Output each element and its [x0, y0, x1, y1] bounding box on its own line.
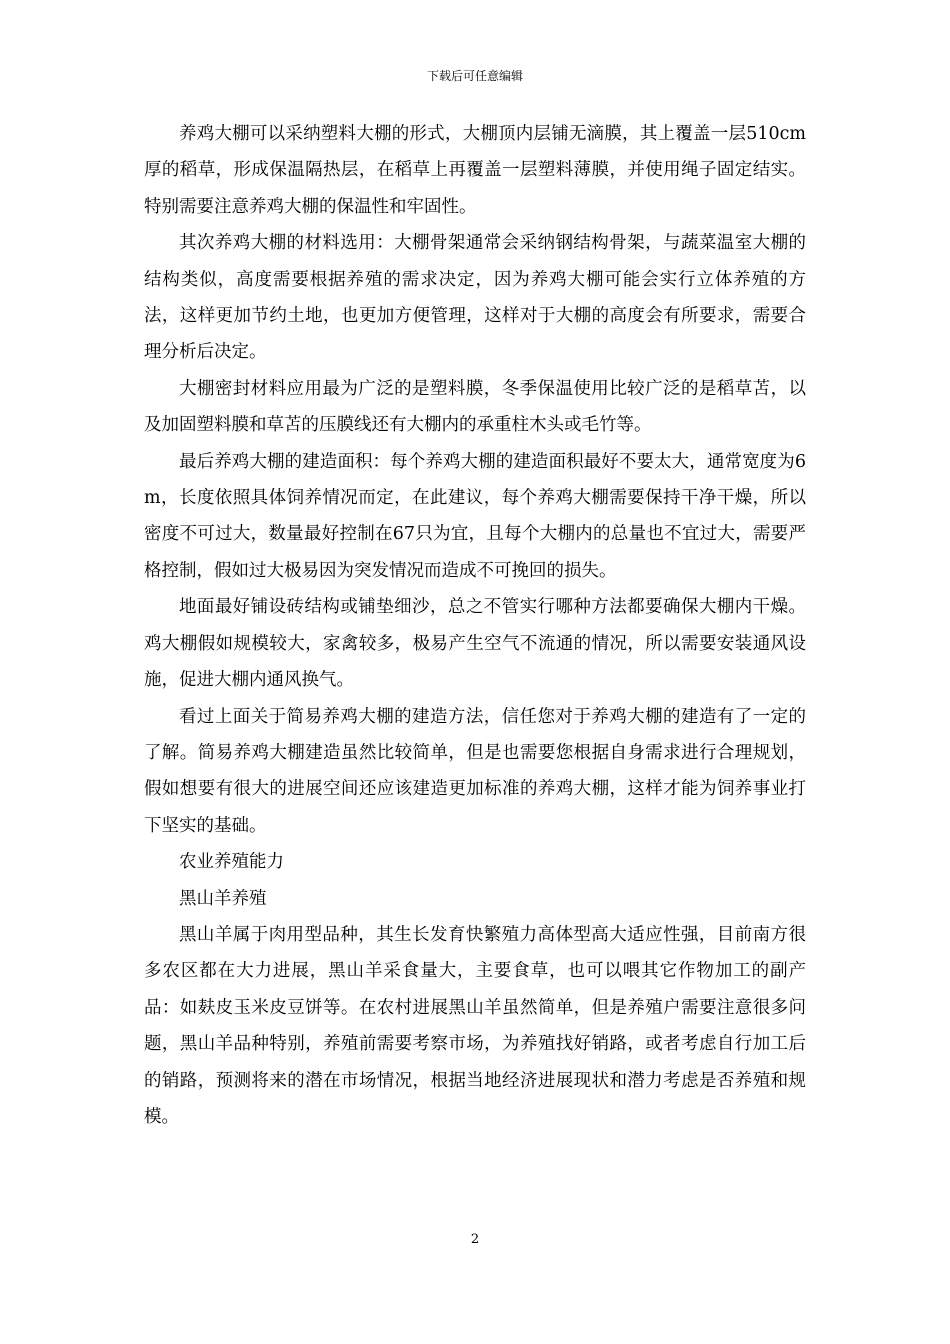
page-header: 下载后可任意编辑 — [426, 69, 523, 83]
page-number: 2 — [470, 1232, 480, 1247]
section-heading-farming: 农业养殖能力 — [179, 852, 284, 873]
paragraph-area: 最后养鸡大棚的建造面积：每个养鸡大棚的建造面积最好不要太大，通常宽度为6m，长度依照具体饲养情况而定，在此建议，每个养鸡大棚需要保持干净干燥，所以密度不可过大，数量最好控制在67只为宜，且每个大棚内的总量也不宜过大，需要严格控制，假如过大极易因为突发情况而造成不可挽回的损失。 — [144, 451, 806, 581]
section-heading-black-goat: 黑山羊养殖 — [179, 888, 267, 909]
paragraph-black-goat: 黑山羊属于肉用型品种，其生长发育快繁殖力高体型高大适应性强，目前南方很多农区都在大力进展，黑山羊采食量大，主要食草，也可以喂其它作物加工的副产品：如麸皮玉米皮豆饼等。在农村进展黑山羊虽然简单，但是养殖户需要注意很多问题，黑山羊品种特别，养殖前需要考察市场，为养殖找好销路，或者考虑自行加工后的销路，预测将来的潜在市场情况，根据当地经济进展现状和潜力考虑是否养殖和规模。 — [144, 924, 806, 1127]
paragraph-ground-ventilation: 地面最好铺设砖结构或铺垫细沙，总之不管实行哪种方法都要确保大棚内干燥。鸡大棚假如规模较大，家禽较多，极易产生空气不流通的情况，所以需要安装通风设施，促进大棚内通风换气。 — [144, 597, 806, 691]
paragraph-summary: 看过上面关于简易养鸡大棚的建造方法，信任您对于养鸡大棚的建造有了一定的了解。简易养鸡大棚建造虽然比较简单，但是也需要您根据自身需求进行合理规划，假如想要有很大的进展空间还应该建造更加标准的养鸡大棚，这样才能为饲养事业打下坚实的基础。 — [144, 706, 806, 836]
paragraph-sealing-materials: 大棚密封材料应用最为广泛的是塑料膜，冬季保温使用比较广泛的是稻草苫，以及加固塑料膜和草苫的压膜线还有大棚内的承重柱木头或毛竹等。 — [144, 378, 806, 436]
paragraph-materials: 其次养鸡大棚的材料选用：大棚骨架通常会采纳钢结构骨架，与蔬菜温室大棚的结构类似，高度需要根据养殖的需求决定，因为养鸡大棚可能会实行立体养殖的方法，这样更加节约土地，也更加方便管理，这样对于大棚的高度会有所要求，需要合理分析后决定。 — [144, 233, 806, 363]
document-body — [144, 116, 806, 1135]
paragraph-greenhouse-form: 养鸡大棚可以采纳塑料大棚的形式，大棚顶内层铺无滴膜，其上覆盖一层510cm厚的稻草，形成保温隔热层，在稻草上再覆盖一层塑料薄膜，并使用绳子固定结实。特别需要注意养鸡大棚的保温性和牢固性。 — [144, 124, 806, 217]
